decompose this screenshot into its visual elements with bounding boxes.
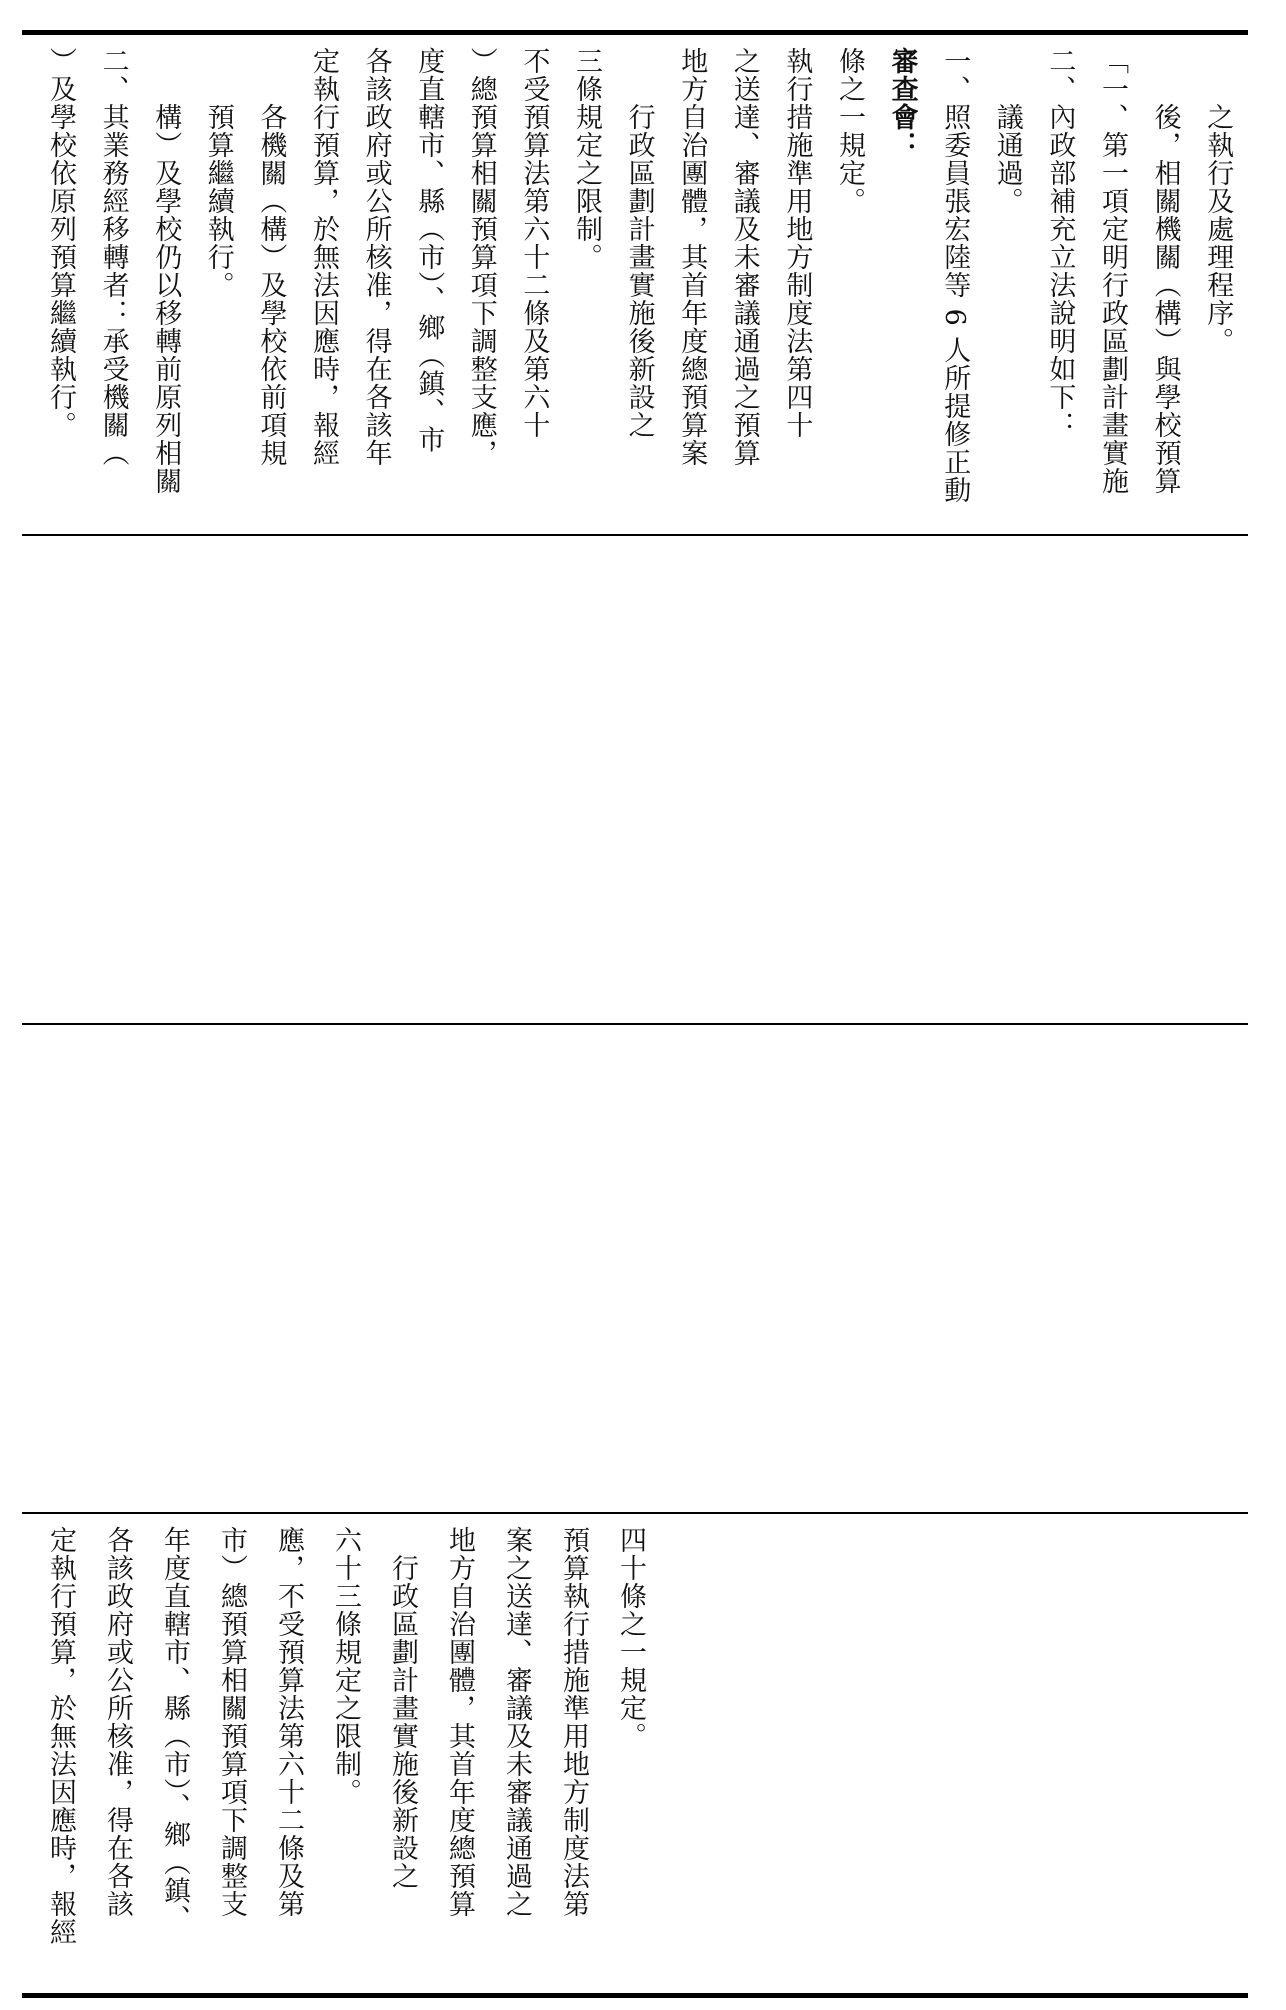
text-line: ）總預算相關預算項下調整支應，: [465, 47, 497, 467]
bottom-rule: [22, 1993, 1248, 1998]
text-line: 六十三條規定之限制。: [330, 1526, 361, 1806]
text-line: 之執行及處理程序。: [1202, 103, 1234, 355]
text-line: 定執行預算，於無法因應時，報經: [45, 1526, 76, 1946]
text-line: 應，不受預算法第六十二條及第: [273, 1526, 304, 1918]
text-line: 構）及學校仍以移轉前原列相關: [150, 103, 182, 495]
text-line: 預算執行措施準用地方制度法第: [558, 1526, 589, 1918]
text-line: 度直轄市、縣（市）、鄉（鎮、市: [413, 47, 445, 454]
text-line: 後，相關機關（構）與學校預算: [1149, 103, 1181, 495]
text-line: 之送達、審議及未審議通過之預算: [728, 47, 760, 467]
top-rule: [22, 30, 1248, 35]
text-line: 定執行預算，於無法因應時，報經: [308, 47, 339, 467]
text-line: 一、照委員張宏陸等 6 人所提修正動: [939, 47, 971, 505]
text-line: 行政區劃計畫實施後新設之: [387, 1554, 418, 1890]
divider-3: [22, 1512, 1248, 1514]
text-line: 各該政府或公所核准，得在各該年: [360, 47, 392, 467]
text-line: 地方自治團體，其首年度總預算: [444, 1526, 475, 1918]
divider-1: [22, 534, 1248, 536]
top-text-section: [22, 37, 1248, 532]
text-line: 執行措施準用地方制度法第四十: [781, 47, 813, 439]
text-line: 市）總預算相關預算項下調整支: [216, 1526, 247, 1918]
text-line: 預算繼續執行。: [202, 103, 234, 299]
text-line: 三條規定之限制。: [571, 47, 602, 271]
text-line: 「一、第一項定明行政區劃計畫實施: [1097, 47, 1128, 495]
section-heading: 審查會：: [886, 47, 918, 159]
text-line: ）及學校依原列預算繼續執行。: [45, 47, 76, 439]
text-line: 二、內政部補充立法說明如下：: [1044, 47, 1076, 439]
text-line: 不受預算法第六十二條及第六十: [518, 47, 550, 439]
bottom-text-section: [22, 1516, 1248, 1991]
blank-panel-1: [22, 538, 1248, 1021]
text-line: 年度直轄市、縣（市）、鄉（鎮、: [159, 1526, 190, 1933]
divider-2: [22, 1023, 1248, 1025]
text-line: 四十條之一規定。: [615, 1526, 646, 1750]
text-line: 地方自治團體，其首年度總預算案: [676, 47, 708, 467]
text-line: 各該政府或公所核准，得在各該: [102, 1526, 133, 1918]
text-line: 各機關（構）及學校依前項規: [255, 103, 287, 467]
text-line: 條之一規定。: [834, 47, 865, 215]
text-line: 案之送達、審議及未審議通過之: [501, 1526, 532, 1918]
text-line: 議通過。: [991, 103, 1023, 215]
text-line: 二、其業務經移轉者：承受機關（: [97, 47, 129, 467]
blank-panel-2: [22, 1027, 1248, 1510]
text-line: 行政區劃計畫實施後新設之: [623, 103, 655, 439]
